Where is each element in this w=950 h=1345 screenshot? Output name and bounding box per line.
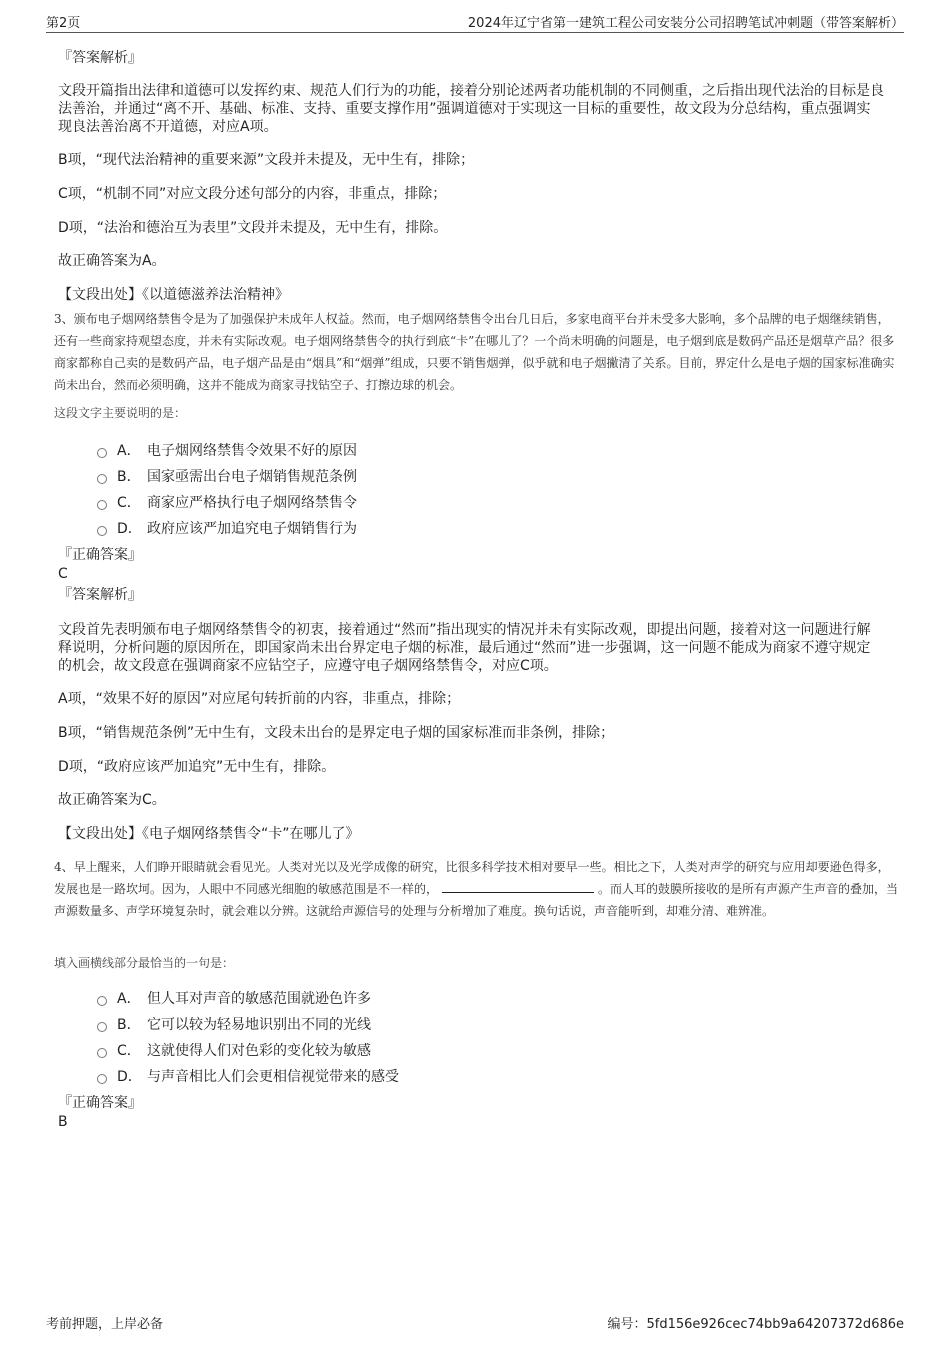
analysis-option-d: D项，“法治和德治互为表里”文段并未提及，无中生有，排除。 xyxy=(58,220,448,236)
radio-icon[interactable] xyxy=(97,996,107,1006)
option-c[interactable]: C． 这就使得人们对色彩的变化较为敏感 xyxy=(97,1037,399,1063)
question-3-options xyxy=(97,437,357,541)
option-a[interactable]: A． 但人耳对声音的敏感范围就逊色许多 xyxy=(97,985,399,1011)
page-footer xyxy=(46,1313,904,1332)
document-title: 2024年辽宁省第一建筑工程公司安装分公司招聘笔试冲刺题（带答案解析） xyxy=(467,16,904,31)
correct-answer-label: 『正确答案』 xyxy=(58,1095,142,1111)
fill-blank xyxy=(442,878,594,893)
radio-icon[interactable] xyxy=(97,1048,107,1058)
radio-icon[interactable] xyxy=(97,526,107,536)
question-3-stem: 3、颁布电子烟网络禁售令是为了加强保护未成年人权益。然而，电子烟网络禁售令出台几日后，多家电商平台并未受多大影响，多个品牌的电子烟继续销售，还有一些商家持观望态度，并未有实际改观。电子烟网络禁售令的执行到底“卡”在哪儿了？一个尚未明确的问题是，电子烟到底是数码产品还是烟草产品？很多商家都称自己卖的是数码产品，电子烟产品是由“烟具”和“烟弹”组成，只要不销售烟弹，似乎就和电子烟撇清了关系。目前，界定什么是电子烟的国家标准确实尚未出台，然而必须明确，这并不能成为商家寻找钻空子、打擦边球的机会。 xyxy=(54,312,895,392)
option-d[interactable]: D． 与声音相比人们会更相信视觉带来的感受 xyxy=(97,1063,399,1089)
analysis-option-a: A项，“效果不好的原因”对应尾句转折前的内容，非重点，排除； xyxy=(58,691,461,707)
radio-icon[interactable] xyxy=(97,474,107,484)
question-4-stem: 4、早上醒来，人们睁开眼睛就会看见光。人类对光以及光学成像的研究，比很多科学技术相对要早一些。相比之下，人类对声学的研究与应用却要逊色得多，发展也是一路坎坷。因为，人眼中不同感光细胞的敏感范围是不一样的， 。而人耳的鼓膜所接收的是所有声源产生声音的叠加，当声源数量多、声学环境复杂时，就会难以分辨。这就给声源信号的处理与分析增加了难度。换句话说，声音能听到，却难分清、难辨准。 xyxy=(54,860,899,918)
option-d[interactable]: D． 政府应该严加追究电子烟销售行为 xyxy=(97,515,357,541)
option-b[interactable]: B． 它可以较为轻易地识别出不同的光线 xyxy=(97,1011,399,1037)
question-3-prompt: 这段文字主要说明的是： xyxy=(54,406,187,420)
correct-answer-label: 『正确答案』 xyxy=(58,547,142,563)
analysis-text: 文段首先表明颁布电子烟网络禁售令的初衷，接着通过“然而”指出现实的情况并未有实际改观，即提出问题，接着对这一问题进行解释说明，分析问题的原因所在，即国家尚未出台界定电子烟的标准，最后通过“然而”进一步强调，这一问题不能成为商家不遵守规定的机会，故文段意在强调商家不应钻空子，应遵守电子烟网络禁售令，对应C项。 xyxy=(58,622,871,674)
analysis-label: 『答案解析』 xyxy=(58,50,142,66)
radio-icon[interactable] xyxy=(97,448,107,458)
analysis-option-b: B项，“现代法治精神的重要来源”文段并未提及，无中生有，排除； xyxy=(58,152,475,168)
page-header xyxy=(46,12,904,33)
radio-icon[interactable] xyxy=(97,1074,107,1084)
page-number: 第2页 xyxy=(46,16,81,31)
radio-icon[interactable] xyxy=(97,500,107,510)
correct-answer-value: B xyxy=(58,1114,68,1130)
conclusion-text: 故正确答案为A。 xyxy=(58,253,166,269)
analysis-option-b: B项，“销售规范条例”无中生有，文段未出台的是界定电子烟的国家标准而非条例，排除； xyxy=(58,725,615,741)
option-c[interactable]: C． 商家应严格执行电子烟网络禁售令 xyxy=(97,489,357,515)
radio-icon[interactable] xyxy=(97,1022,107,1032)
source-text: 【文段出处】《电子烟网络禁售令“卡”在哪儿了》 xyxy=(58,826,360,842)
question-4-options xyxy=(97,985,399,1089)
document-id: 编号：5fd156e926cec74bb9a64207372d686e xyxy=(607,1317,904,1332)
conclusion-text: 故正确答案为C。 xyxy=(58,792,166,808)
correct-answer-value: C xyxy=(58,566,68,582)
footer-slogan: 考前押题，上岸必备 xyxy=(46,1317,164,1332)
analysis-label: 『答案解析』 xyxy=(58,587,142,603)
source-text: 【文段出处】《以道德滋养法治精神》 xyxy=(58,287,289,303)
option-b[interactable]: B． 国家亟需出台电子烟销售规范条例 xyxy=(97,463,357,489)
analysis-option-c: C项，“机制不同”对应文段分述句部分的内容，非重点，排除； xyxy=(58,186,447,202)
question-4-prompt: 填入画横线部分最恰当的一句是： xyxy=(54,956,235,970)
analysis-option-d: D项，“政府应该严加追究”无中生有，排除。 xyxy=(58,759,336,775)
option-a[interactable]: A． 电子烟网络禁售令效果不好的原因 xyxy=(97,437,357,463)
analysis-text: 文段开篇指出法律和道德可以发挥约束、规范人们行为的功能，接着分别论述两者功能机制的不同侧重，之后指出现代法治的目标是良法善治，并通过“离不开、基础、标准、支持、重要支撑作用”强调道德对于实现这一目标的重要性，故文段为分总结构，重点强调实现良法善治离不开道德，对应A项。 xyxy=(58,83,884,135)
